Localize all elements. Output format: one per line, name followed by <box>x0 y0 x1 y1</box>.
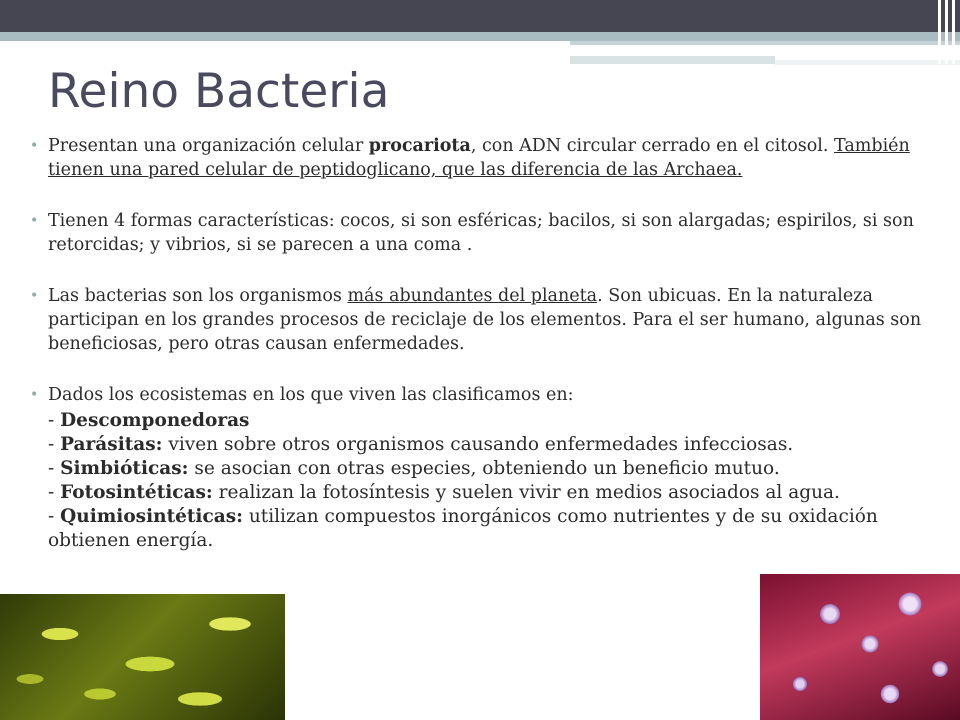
category-item: - Descomponedoras <box>48 410 250 431</box>
underlined-text: más abundantes del planeta <box>347 286 598 306</box>
underlined-text: También tienen una pared celular de peptidoglicano, que las diferencia de las Archaea. <box>48 136 910 180</box>
category-item: - Parásitas: viven sobre otros organismos causando enfermedades infecciosas. <box>48 434 794 455</box>
slide-title: Reino Bacteria <box>48 64 390 119</box>
category-name: Fotosintéticas: <box>60 482 213 503</box>
category-name: Quimiosintéticas: <box>60 506 243 527</box>
header-stripe <box>775 60 960 65</box>
bullet-formas <box>30 209 925 257</box>
bullet-abundancia <box>30 284 925 356</box>
bold-term: procariota <box>368 136 471 156</box>
header-stripe <box>0 32 960 41</box>
header-stripe <box>570 41 960 45</box>
category-item: - Simbióticas: se asocian con otras especies, obteniendo un beneficio mutuo. <box>48 458 780 479</box>
corner-decoration <box>934 0 960 64</box>
header-band <box>0 0 960 32</box>
bullet-clasificacion <box>30 383 925 553</box>
bullet-text: Presentan una organización celular <box>48 136 369 156</box>
category-name: Simbióticas: <box>60 458 189 479</box>
category-desc: viven sobre otros organismos causando enfermedades infecciosas. <box>162 434 794 455</box>
category-name: Descomponedoras <box>60 410 250 431</box>
header-stripe <box>570 49 890 52</box>
bullet-text: , con ADN circular cerrado en el citosol. <box>470 136 835 156</box>
category-desc: utilizan compuestos inorgánicos como nutrientes y de su oxidación obtienen energía. <box>48 506 878 551</box>
header-stripe <box>570 56 775 64</box>
category-name: Parásitas: <box>60 434 163 455</box>
bullet-text: . Son ubicuas. En la naturaleza participan en los grandes procesos de reciclaje de los elementos. Para el ser humano, algunas son beneficiosas, pero otras causan enfermedades. <box>48 286 922 354</box>
category-desc: se asocian con otras especies, obteniendo un beneficio mutuo. <box>188 458 780 479</box>
slide-body <box>30 134 925 553</box>
bullet-text: Dados los ecosistemas en los que viven las clasificamos en: <box>48 385 574 405</box>
header-stripe <box>0 41 570 49</box>
category-list <box>48 409 925 553</box>
bacilli-image <box>0 594 285 720</box>
category-item: - Quimiosintéticas: utilizan compuestos inorgánicos como nutrientes y de su oxidación obtienen energía. <box>48 506 878 551</box>
cocci-image <box>760 574 960 720</box>
category-desc: realizan la fotosíntesis y suelen vivir en medios asociados al agua. <box>212 482 840 503</box>
bullet-text: Las bacterias son los organismos <box>48 286 348 306</box>
category-item: - Fotosintéticas: realizan la fotosíntesis y suelen vivir en medios asociados al agua. <box>48 482 840 503</box>
bullet-text: Tienen 4 formas características: cocos, si son esféricas; bacilos, si son alargadas; espirilos, si son retorcidas; y vibrios, si se parecen a una coma . <box>48 211 914 255</box>
bullet-organizacion <box>30 134 925 182</box>
